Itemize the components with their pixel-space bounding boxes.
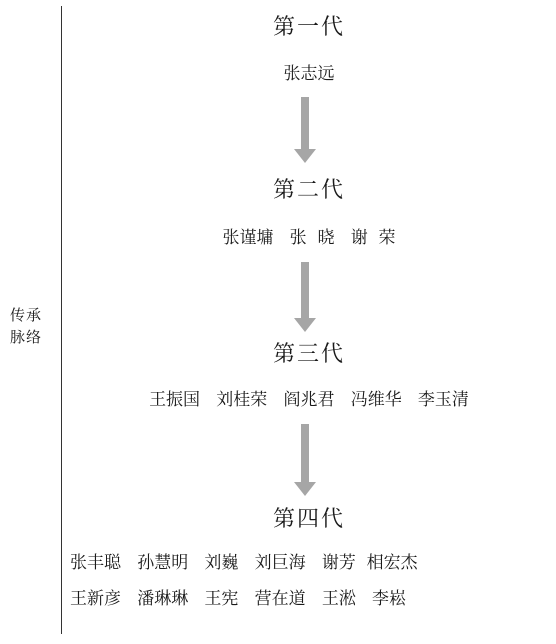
generation-1-title: 第一代 (272, 15, 345, 40)
generation-4-title: 第四代 (272, 507, 345, 532)
generation-1-names: 张志远 (283, 64, 335, 84)
generation-3-names: 王振国 刘桂荣 阎兆君 冯维华 李玉清 (149, 390, 469, 410)
generation-2-title: 第二代 (272, 178, 345, 203)
arrow-1 (294, 97, 316, 163)
generation-2-names: 张谨墉 张 晓 谢 荣 (222, 228, 396, 248)
generation-4-names-line2: 王新彦 潘琳琳 王宪 营在道 王淞 李崧 (70, 589, 407, 609)
side-label (0, 304, 52, 348)
generation-3-title: 第三代 (272, 342, 345, 367)
arrow-3 (294, 424, 316, 496)
side-label-line1: 传承 (9, 306, 42, 324)
generation-4-names-line1: 张丰聪 孙慧明 刘巍 刘巨海 谢芳 相宏杰 (70, 553, 418, 573)
arrow-2 (294, 262, 316, 332)
vertical-divider (61, 6, 62, 634)
side-label-line2: 脉络 (9, 328, 42, 346)
